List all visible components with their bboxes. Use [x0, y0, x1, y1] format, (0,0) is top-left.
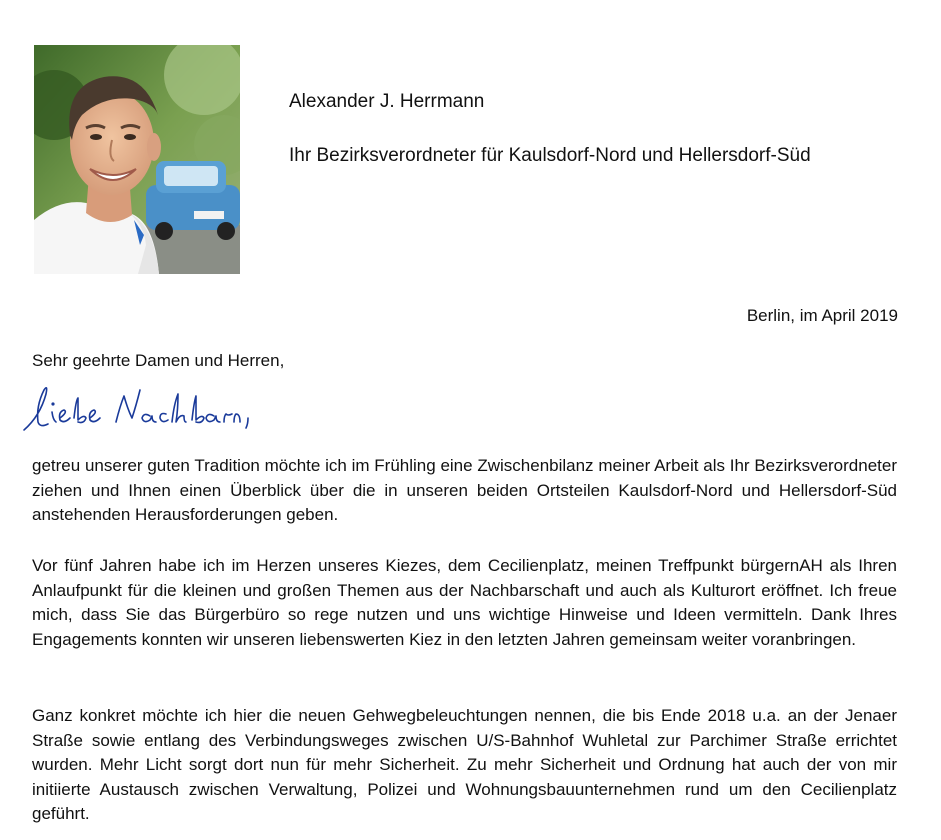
letter-paragraph-3: Ganz konkret möchte ich hier die neuen Gehwegbeleuchtungen nennen, die bis Ende 2018 u.a. an der Jenaer Straße sowie entlang des Verbindungsweges zwischen U/S-Bahnhof Wuhletal zur Parchimer Straße errichtet wurden. Mehr Licht sorgt dort nun für mehr Sicherheit. Zu mehr Sicherheit und Ordnung hat auch der von mir initiierte Austausch zwischen Verwaltung, Polizei und Wohnungsbauunternehmen rund um den Cecilienplatz geführt. [32, 706, 897, 823]
sender-name: Alexander J. Herrmann [289, 91, 485, 112]
portrait-photo [34, 45, 240, 274]
handwritten-greeting [20, 376, 250, 436]
sender-role: Ihr Bezirksverordneter für Kaulsdorf-Nord und Hellersdorf-Süd [289, 145, 811, 166]
letter-paragraph-2: Vor fünf Jahren habe ich im Herzen unseres Kiezes, dem Cecilienplatz, meinen Treffpunkt bürgernAH als Ihren Anlaufpunkt für die kleinen und großen Themen aus der Nachbarschaft und auch als Kulturort eröffnet. Ich freue mich, dass Sie das Bürgerbüro so rege nutzen und uns wichtige Hinweise und Ideen vermitteln. Dank Ihres Engagements konnten wir unseren liebenswerten Kiez in den letzten Jahren gemeinsam weiter voranbringen. [32, 556, 897, 649]
letter-date: Berlin, im April 2019 [746, 306, 898, 325]
salutation: Sehr geehrte Damen und Herren, [32, 351, 285, 370]
letter-paragraph-1: getreu unserer guten Tradition möchte ich im Frühling eine Zwischenbilanz meiner Arbeit als Ihr Bezirksverordneter ziehen und Ihnen einen Überblick über die in unseren beiden Ortsteilen Kaulsdorf-Nord und Hellersdorf-Süd anstehenden Herausforderungen geben. [32, 456, 897, 524]
